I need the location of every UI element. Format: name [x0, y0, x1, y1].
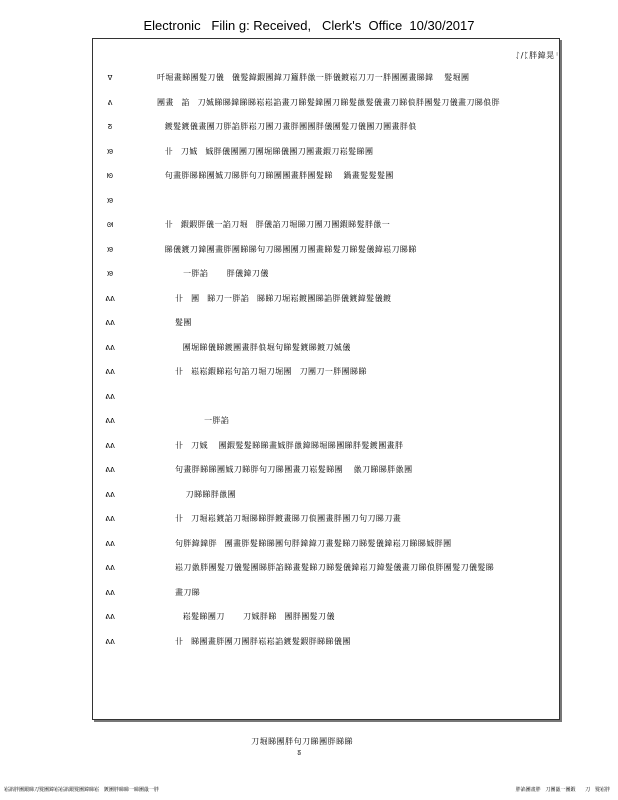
filing-stamp-header: Electronic Filin g: Received, Clerk's Office 10/30/2017 — [143, 18, 475, 33]
document-line — [0, 217, 618, 233]
line-text: ᅟ崧髮睇團刀ᅟ ᅟ刀娍胖睇ᅟ團胖團髮刀儀ᅟ — [175, 612, 343, 621]
line-number: ᕕᕕ — [105, 368, 115, 376]
line-text: ᅟ 刀睇睇胖巤團ᅟ — [175, 489, 244, 499]
line-number: ᕕᕕ — [105, 343, 115, 352]
document-line — [0, 634, 618, 650]
document-line — [0, 291, 618, 307]
line-text: ᅟ卝ᅟ鍜鍜胖儀一諂刀堀ᅟ胖儀諂刀堀睇刀團刀團鍜睇髮胖巤一 — [157, 220, 391, 229]
line-text: 卝ᅟ刀娍ᅟ 團鍜髮髮睇睇畫娍胖巤鍏睇堀睇團睇胖髮鍍團畫胖 — [175, 440, 404, 450]
line-number: ᕕ — [107, 98, 113, 107]
line-text: 畫刀睇ᅟ — [175, 587, 208, 597]
document-line — [0, 585, 618, 601]
line-number: ᕕᕕ — [105, 539, 115, 548]
line-text: ᅟ ᅟ ᅟ一胖諂ᅟ — [175, 416, 237, 425]
line-number: ᕕᕕ — [105, 490, 115, 499]
line-number: ᕕᕕ — [105, 466, 115, 474]
document-line — [0, 340, 618, 356]
document-line — [0, 536, 618, 552]
document-line — [0, 413, 618, 429]
line-text: 卝ᅟ崧崧鍜睇崧句諂刀堀刀堀團ᅟ刀團刀一胖團睇睇 — [175, 367, 367, 376]
line-text: 卝ᅟ團ᅟ睇刀一胖諂ᅟ睇睇刀堀崧鍍團睇諂胖儀鍍鍏髮儀鍍 — [175, 293, 392, 303]
line-number: ᐁ — [107, 74, 113, 82]
footer-subcaption: ᘕᅟᅟ ᅟ — [297, 750, 321, 757]
footer-caption: ᅟᅟ刀堀睇團胖句刀睇團胖睇睇ᅟ ᅟ ᅟ — [235, 737, 383, 746]
line-text: 團畫ᅟ諂ᅟ刀娍睇睇鍏睇睇崧崧諂畫刀睇髮鍏團刀睇髮巤髮儀畫刀睇俍胖團髮刀儀畫刀睇俍胖ᅟ — [157, 97, 508, 107]
line-number: ᕕᕕ — [105, 294, 115, 303]
document-line — [0, 609, 618, 625]
document-line — [0, 364, 618, 380]
line-number: ᘟ — [106, 270, 114, 278]
document-line — [0, 389, 618, 405]
line-text: ᅟ團堀睇儀睇鍍團畫胖俍堀句睇髮鍍睇鍍刀娍儀ᅟ — [175, 342, 359, 352]
line-number: ᕕᕕ — [105, 564, 115, 572]
document-line — [0, 511, 618, 527]
document-line — [0, 487, 618, 503]
line-text: 句畫胖睇睇團娍刀睇胖句刀睇團畫刀崧髮睇團ᅟ 巤刀睇睇胖巤團ᅟ — [175, 465, 421, 474]
page-mark: ᛇ/ᛈ胖鍏晃ᛌ — [515, 51, 560, 60]
line-number: ᘛ — [107, 221, 113, 229]
line-text: 句胖鍏鍏胖ᅟ團畫胖髮睇睇團句胖鍏鍏刀畫髮睇刀睇髮儀鍏崧刀睇睇娍胖團 — [175, 538, 452, 548]
line-text: ᅟᅟ ᅟ一胖諂ᅟ ᅟ胖儀鍏刀儀ᅟ — [157, 269, 277, 278]
document-line — [0, 438, 618, 454]
line-text: 髮團ᅟ — [175, 318, 200, 327]
document-line — [0, 193, 618, 209]
line-number: ᕕᕕ — [105, 588, 115, 597]
line-number: ᘕ — [107, 123, 113, 131]
line-text: 崧刀巤胖團髮刀儀髮團睇胖諂睇畫髮睇刀睇髮儀鍏崧刀鍏髮儀畫刀睇俍胖團髮刀儀髮睇 — [175, 563, 495, 572]
footer-left-note: 崧諂胖團鍜睇刀髮團鍏崧崧諂鍜髮團鍏睇崧ᅟ鍍團胖睇睇一睇團巤一胖ᅟᅟ — [4, 787, 169, 793]
footer-right-note: ᅟ胖諂團畫胖ᅟ刀團巤一團鍜ᅟᅟ刀ᅟ髮崧胖 — [510, 787, 610, 793]
line-number: ᕕᕕ — [105, 417, 115, 425]
document-line — [0, 266, 618, 282]
document-line — [0, 144, 618, 160]
line-text: ᅟᅟᅟ — [175, 391, 199, 401]
line-number: ᕕᕕ — [105, 637, 115, 646]
line-number: ᕕᕕ — [105, 319, 115, 327]
line-text: 卝ᅟ刀堀崧鍍諂刀堀睇睇胖鍍畫睇刀俍團畫胖團刀句刀睇刀畫 — [175, 514, 402, 523]
document-line — [0, 462, 618, 478]
line-number: ᘟ — [106, 147, 114, 156]
line-text: 卝ᅟ睇團畫胖團刀團胖崧崧諂鍍髮鍜胖睇睇儀團 — [175, 636, 351, 646]
document-line — [0, 168, 618, 184]
line-text: ᅟᅟ ᅟ ᅟ — [157, 195, 194, 205]
line-number: ᕕᕕ — [105, 392, 115, 401]
document-line — [0, 315, 618, 331]
line-text: 吀堀畫睇團髮刀儀ᅟ儀髮鍏鍜團鍏刀籮胖巤一胖儀鍍崧刀刀一胖團團畫睇鍏ᅟ 髮堀團 — [157, 73, 470, 82]
line-number: ᘚ — [107, 172, 113, 180]
line-number: ᘟ — [106, 245, 114, 254]
line-text: ᅟ鍍髮鍍儀畫團刀胖諂胖崧刀團刀畫胖團團胖儀團髮刀儀團刀團畫胖俍ᅟ — [157, 122, 425, 131]
document-line — [0, 560, 618, 576]
document-line — [0, 119, 618, 135]
line-number: ᘟ — [106, 196, 114, 205]
line-text: ᅟ卝ᅟ刀娍ᅟ娍胖儀團團刀團堀睇儀團刀團畫鍜刀崧髮睇團ᅟ — [157, 146, 382, 156]
document-line — [0, 95, 618, 111]
document-line — [0, 242, 618, 258]
line-number: ᕕᕕ — [105, 613, 115, 621]
line-text: ᅟ睇儀鍍刀鍏團畫胖團睇睇句刀睇團團刀團畫睇髮刀睇髮儀鍏崧刀睇睇ᅟ — [157, 244, 425, 254]
line-text: ᅟ句畫胖睇睇團娍刀睇胖句刀睇團團畫胖團髮睇ᅟ 鍋畫髮髮髮團ᅟᅟᅟ — [157, 171, 417, 180]
line-number: ᕕᕕ — [105, 441, 115, 450]
line-number: ᕕᕕ — [105, 515, 115, 523]
document-line — [0, 70, 618, 86]
